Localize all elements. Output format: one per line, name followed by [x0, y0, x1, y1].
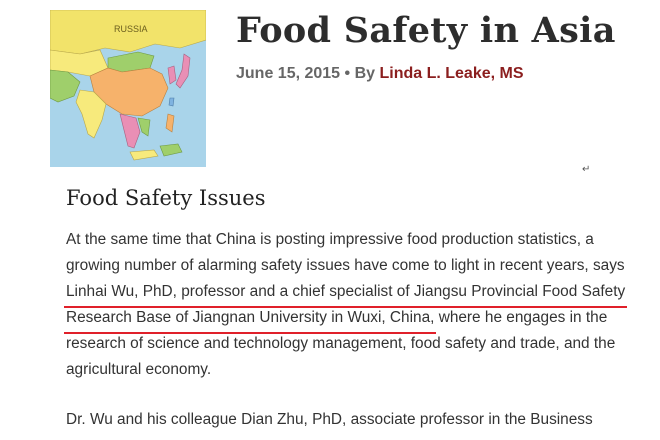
- author-link[interactable]: Linda L. Leake, MS: [379, 65, 524, 82]
- byline-separator: •: [340, 65, 355, 82]
- body-paragraph-2: [66, 407, 606, 433]
- paragraph-line: agricultural economy.: [66, 361, 212, 378]
- underlined-text: Research Base of Jiangnan University in Wuxi, China,: [66, 305, 434, 331]
- article-byline: [236, 65, 524, 83]
- paragraph-text: where he engages in the: [434, 309, 608, 326]
- paragraph-line: At the same time that China is posting impressive food production statistics, a: [66, 231, 594, 248]
- paragraph-line: research of science and technology management, food safety and trade, and the: [66, 335, 616, 352]
- paragraph-line-underlined: [66, 279, 626, 305]
- asia-map-graphic: [50, 10, 206, 167]
- underlined-text: Linhai Wu, PhD, professor and a chief specialist of Jiangsu Provincial Food Safety: [66, 279, 625, 305]
- paragraph-line-mixed: [66, 305, 606, 331]
- section-heading: Food Safety Issues: [66, 186, 266, 210]
- asia-map-image: [50, 10, 206, 167]
- byline-by: By: [354, 65, 380, 82]
- article-date: June 15, 2015: [236, 65, 341, 82]
- paragraph-return-mark: ↵: [582, 164, 591, 175]
- paragraph-line: Dr. Wu and his colleague Dian Zhu, PhD, associate professor in the Business: [66, 411, 593, 428]
- paragraph-line: growing number of alarming safety issues have come to light in recent years, says: [66, 257, 625, 274]
- body-paragraph-1: [66, 227, 626, 383]
- map-label-russia: RUSSIA: [114, 24, 148, 34]
- article-title: Food Safety in Asia: [236, 10, 616, 51]
